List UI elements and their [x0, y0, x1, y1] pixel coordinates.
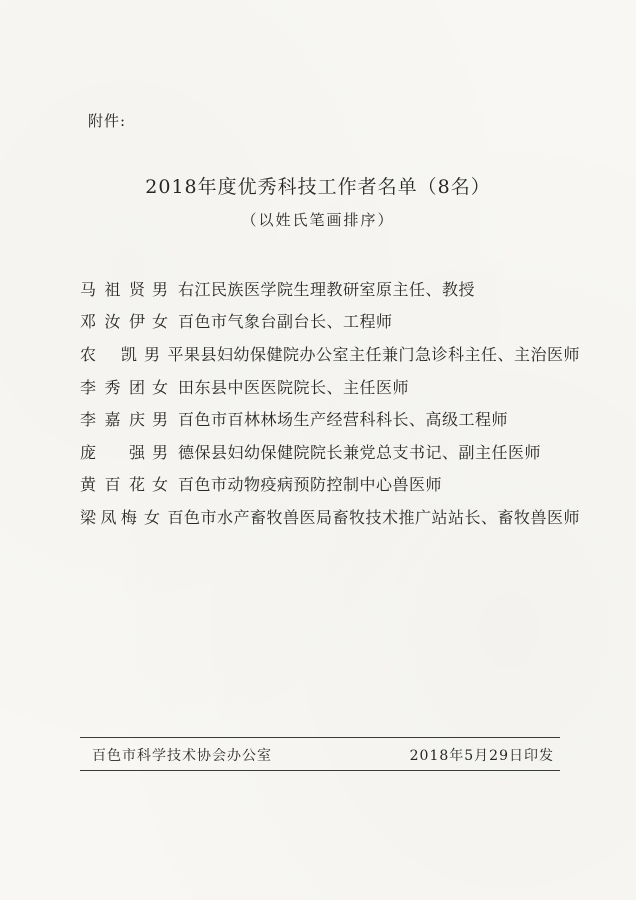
- person-description: 平果县妇幼保健院办公室主任兼门急诊科主任、主治医师: [167, 344, 580, 364]
- footer-divider-bottom: [80, 770, 560, 771]
- document-subtitle: （以姓氏笔画排序）: [241, 211, 395, 229]
- list-item: [80, 370, 580, 403]
- person-name: 李秀团: [80, 377, 146, 397]
- person-description: 百色市百林林场生产经营科科长、高级工程师: [178, 410, 509, 430]
- footer-divider-top: [80, 737, 560, 738]
- person-gender: 女: [152, 475, 169, 495]
- person-name: 李嘉庆: [80, 410, 146, 430]
- list-item: [80, 337, 580, 370]
- list-item: [80, 500, 580, 533]
- person-gender: 男: [152, 279, 169, 299]
- issue-date: 2018年5月29日印发: [409, 748, 554, 764]
- list-item: [80, 435, 580, 468]
- person-name: 庞强: [80, 442, 146, 462]
- honoree-list: [80, 272, 580, 533]
- person-name: 马祖贤: [80, 279, 146, 299]
- person-name: 邓汝伊: [80, 312, 146, 332]
- person-gender: 女: [143, 507, 160, 527]
- person-gender: 男: [143, 344, 160, 364]
- person-name: 梁凤梅: [80, 507, 138, 527]
- person-name: 黄百花: [80, 475, 146, 495]
- list-item: [80, 468, 580, 501]
- person-gender: 女: [152, 377, 169, 397]
- attachment-label: 附件:: [88, 112, 127, 130]
- list-item: [80, 402, 580, 435]
- person-description: 百色市动物疫病预防控制中心兽医师: [178, 475, 443, 495]
- person-description: 德保县妇幼保健院院长兼党总支书记、副主任医师: [178, 442, 542, 462]
- list-item: [80, 305, 580, 338]
- person-description: 右江民族医学院生理教研室原主任、教授: [178, 279, 476, 299]
- person-name: 农凯: [80, 344, 138, 364]
- person-gender: 男: [152, 442, 169, 462]
- person-gender: 男: [152, 410, 169, 430]
- issuer-name: 百色市科学技术协会办公室: [92, 748, 272, 764]
- list-item: [80, 272, 580, 305]
- person-description: 田东县中医医院院长、主任医师: [178, 377, 410, 397]
- person-description: 百色市水产畜牧兽医局畜牧技术推广站站长、畜牧兽医师: [167, 507, 580, 527]
- document-title: 2018年度优秀科技工作者名单（8名）: [145, 176, 491, 198]
- person-description: 百色市气象台副台长、工程师: [178, 312, 393, 332]
- person-gender: 女: [152, 312, 169, 332]
